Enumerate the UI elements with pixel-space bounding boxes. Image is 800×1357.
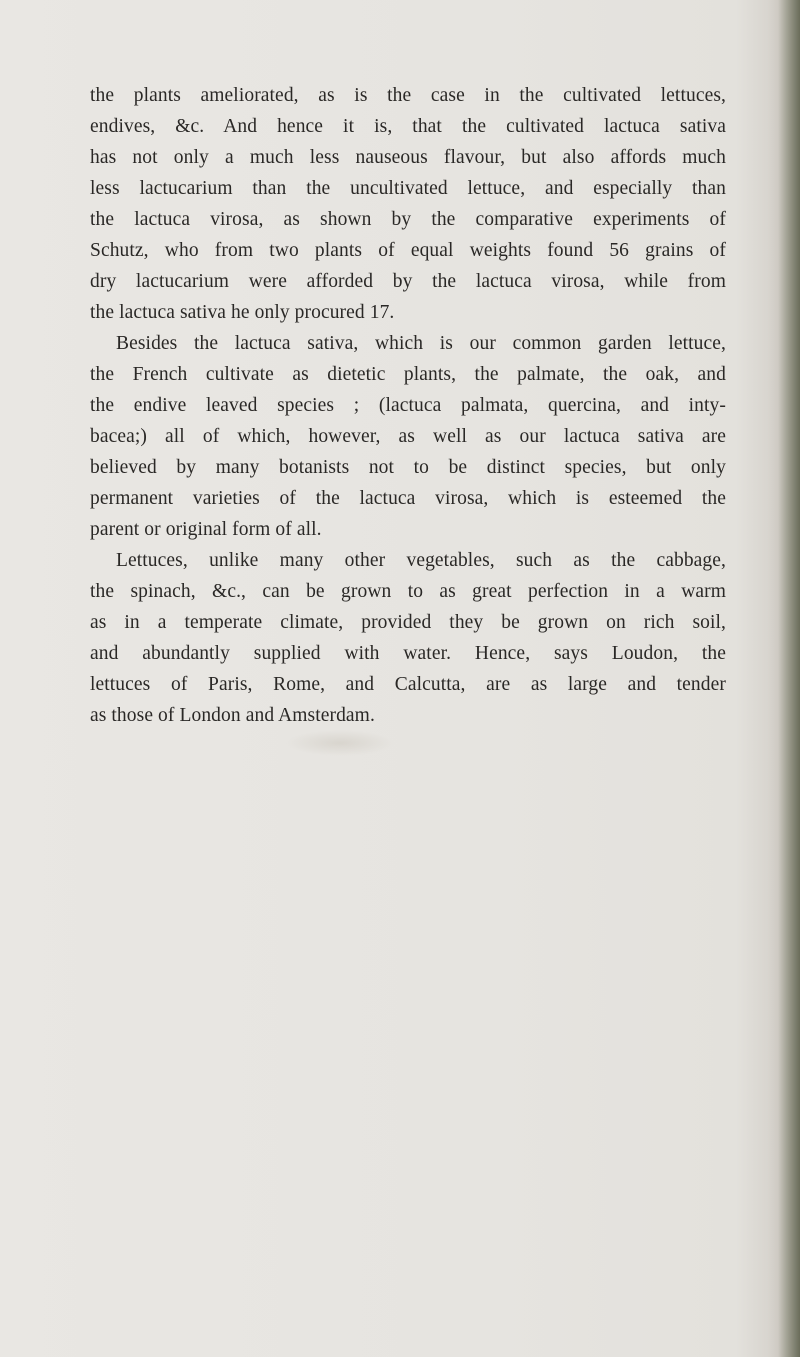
body-text: [90, 80, 726, 731]
text-line: the plants ameliorated, as is the case in the cultivated lettuces,: [90, 85, 726, 106]
text-line: endives, &c. And hence it is, that the cultivated lactuca sativa: [90, 116, 726, 137]
text-line: Besides the lactuca sativa, which is our common garden lettuce,: [116, 333, 726, 354]
text-line: lettuces of Paris, Rome, and Calcutta, are as large and tender: [90, 674, 726, 695]
paper-smudge: [285, 730, 395, 756]
paragraph-3: [90, 545, 726, 731]
text-line: dry lactucarium were afforded by the lactuca virosa, while from: [90, 271, 726, 292]
text-line: and abundantly supplied with water. Hence, says Loudon, the: [90, 643, 726, 664]
text-line: as those of London and Amsterdam.: [90, 705, 375, 726]
text-line: less lactucarium than the uncultivated lettuce, and especially than: [90, 178, 726, 199]
text-line: believed by many botanists not to be distinct species, but only: [90, 457, 726, 478]
text-line: Lettuces, unlike many other vegetables, such as the cabbage,: [116, 550, 726, 571]
paragraph-2: [90, 328, 726, 545]
text-line: the French cultivate as dietetic plants, the palmate, the oak, and: [90, 364, 726, 385]
text-line: the spinach, &c., can be grown to as great perfection in a warm: [90, 581, 726, 602]
text-line: the lactuca virosa, as shown by the comparative experiments of: [90, 209, 726, 230]
paragraph-1: [90, 80, 726, 328]
text-line: parent or original form of all.: [90, 519, 322, 540]
page-binding-edge: [778, 0, 800, 1357]
text-line: has not only a much less nauseous flavour, but also affords much: [90, 147, 726, 168]
text-line: bacea;) all of which, however, as well as our lactuca sativa are: [90, 426, 726, 447]
text-line: the lactuca sativa he only procured 17.: [90, 302, 395, 323]
text-line: the endive leaved species ; (lactuca palmata, quercina, and inty-: [90, 395, 726, 416]
text-line: as in a temperate climate, provided they be grown on rich soil,: [90, 612, 726, 633]
text-line: permanent varieties of the lactuca virosa, which is esteemed the: [90, 488, 726, 509]
text-line: Schutz, who from two plants of equal weights found 56 grains of: [90, 240, 726, 261]
